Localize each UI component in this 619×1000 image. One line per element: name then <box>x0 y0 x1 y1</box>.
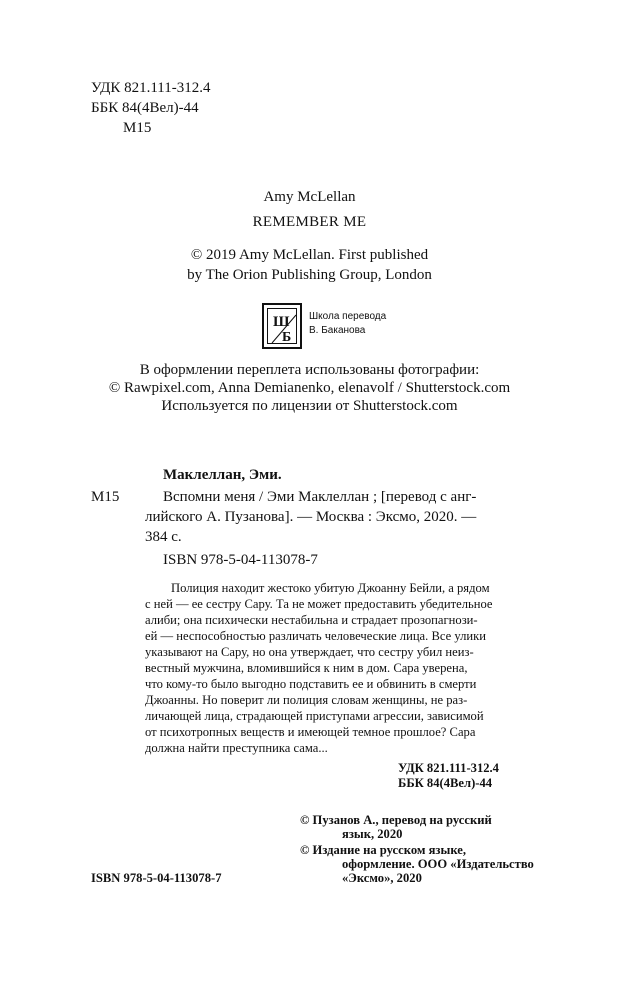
annotation-line: алиби; она психически нестабильна и страдает прозопагнози- <box>145 613 478 627</box>
translation-school-monogram-icon <box>267 308 297 344</box>
edition-copyright-line-3: «Эксмо», 2020 <box>342 871 422 885</box>
photo-credits-line-1: В оформлении переплета использованы фотографии: <box>139 362 480 378</box>
original-author: Amy McLellan <box>263 189 356 205</box>
photo-credits-line-3: Используется по лицензии от Shutterstock.com <box>161 398 458 414</box>
bottom-bbk-code: ББК 84(4Вел)-44 <box>398 776 493 790</box>
annotation-line: от психотропных веществ и имеющей темное прошлое? Сара <box>145 725 476 739</box>
svg-text:Ш: Ш <box>273 314 290 330</box>
svg-text:Б: Б <box>282 330 292 345</box>
annotation-line: ей — неспособностью различать человеческие лица. Все улики <box>145 629 486 643</box>
original-title: REMEMBER ME <box>252 214 367 230</box>
annotation-line: должна найти преступника сама... <box>145 741 328 755</box>
catalog-line-1: Вспомни меня / Эми Маклеллан ; [перевод с анг- <box>163 489 477 505</box>
translation-copyright-line-1: © Пузанов А., перевод на русский <box>300 813 492 827</box>
catalog-isbn: ISBN 978-5-04-113078-7 <box>163 552 318 568</box>
annotation-line: вестный мужчина, вломившийся к ним в дом. Сара уверена, <box>145 661 468 675</box>
logo-text-line-2: В. Баканова <box>309 325 366 336</box>
photo-credits-line-2: © Rawpixel.com, Anna Demianenko, elenavolf / Shutterstock.com <box>108 380 511 396</box>
annotation-line: личающей лица, страдающей приступами агрессии, зависимой <box>145 709 484 723</box>
edition-copyright-line-2: оформление. ООО «Издательство <box>342 857 534 871</box>
translation-copyright-line-2: язык, 2020 <box>342 827 403 841</box>
author-mark: М15 <box>123 120 152 136</box>
catalog-mark: М15 <box>91 489 120 505</box>
original-copyright-line-1: © 2019 Amy McLellan. First published <box>190 247 429 263</box>
translation-school-logo <box>262 303 302 349</box>
annotation-line: Полиция находит жестоко убитую Джоанну Бейли, а рядом <box>171 581 490 595</box>
footer-isbn: ISBN 978-5-04-113078-7 <box>91 871 222 885</box>
logo-text-line-1: Школа перевода <box>309 311 387 322</box>
annotation-line: что кому-то было выгодно подставить ее и обвинить в смерти <box>145 677 477 691</box>
bottom-udk-code: УДК 821.111-312.4 <box>398 761 499 775</box>
annotation-line: с ней — ее сестру Сару. Та не может предоставить убедительное <box>145 597 493 611</box>
annotation-line: указывают на Сару, но она утверждает, что сестру убил неиз- <box>145 645 474 659</box>
annotation-line: Джоанны. Но поверит ли полиция словам женщины, не раз- <box>145 693 468 707</box>
catalog-heading: Маклеллан, Эми. <box>163 467 282 483</box>
catalog-line-2: лийского А. Пузанова]. — Москва : Эксмо, 2020. — <box>145 509 477 525</box>
bbk-code: ББК 84(4Вел)-44 <box>91 100 199 116</box>
edition-copyright-line-1: © Издание на русском языке, <box>300 843 466 857</box>
udk-code: УДК 821.111-312.4 <box>91 80 211 96</box>
catalog-line-3: 384 с. <box>145 529 182 545</box>
original-copyright-line-2: by The Orion Publishing Group, London <box>187 267 432 283</box>
